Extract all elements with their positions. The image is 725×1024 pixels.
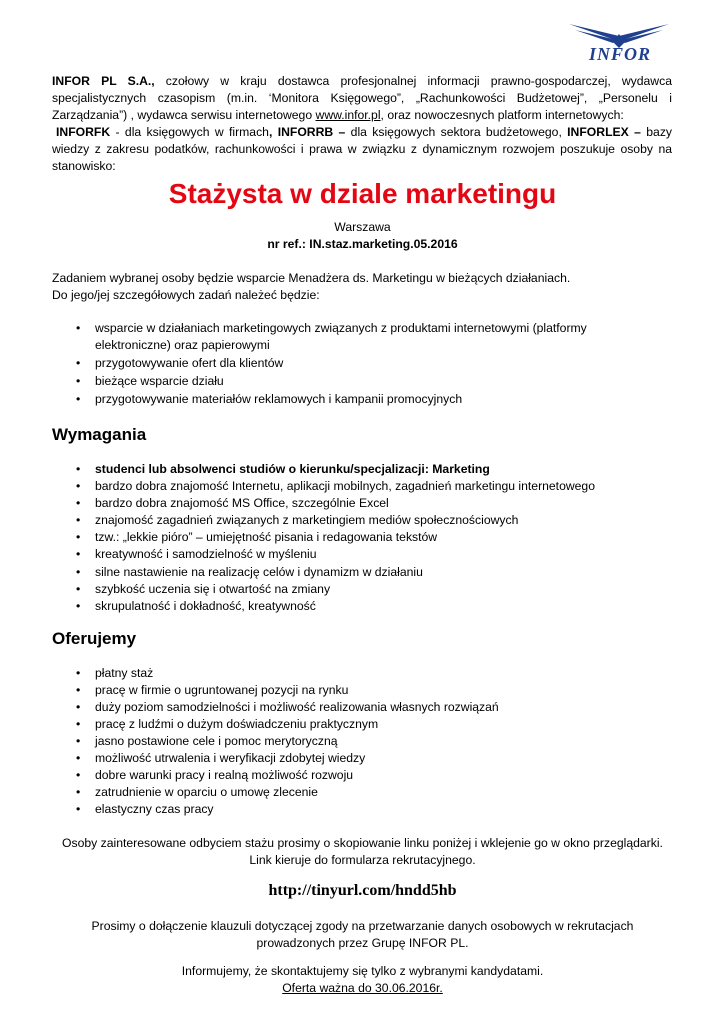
- list-item: • duży poziom samodzielności i możliwość realizowania własnych rozwiązań: [76, 700, 499, 714]
- bullet-icon: •: [76, 683, 81, 697]
- platform-inforlex: INFORLEX –: [567, 125, 641, 139]
- bullet-icon: •: [76, 392, 81, 406]
- tasks-list: [52, 320, 612, 409]
- bullet-icon: •: [76, 564, 81, 579]
- list-item: • jasno postawione cele i pomoc merytoryczną: [76, 734, 338, 748]
- application-link[interactable]: http://tinyurl.com/hndd5hb: [268, 882, 457, 899]
- intro-text: czołowy w kraju dostawca profesjonalnej informacji prawno-gospodarczej, wydawca specjalistycznych czasopism (m.in. ‘Monitora Księgowego”, „Rachunkowości Budżetowej”, „Personelu i Zarządzania”) , wydawca serwisu internetowego: [52, 74, 672, 122]
- list-item: • szybkość uczenia się i otwartość na zmiany: [76, 581, 331, 596]
- platform-inforlex-desc: bazy wiedzy z zakresu podatków, rachunkowości i prawa w związku z dynamicznym rozwojem poszukuje osoby na stanowisko:: [52, 125, 673, 173]
- infor-link[interactable]: www.infor.pl: [315, 108, 381, 122]
- description-line-1: Zadaniem wybranej osoby będzie wsparcie Menadżera ds. Marketingu w bieżących działaniach.: [52, 271, 571, 285]
- list-item: • przygotowywanie ofert dla klientów: [76, 356, 284, 370]
- platform-inforfk: INFORFK: [56, 125, 111, 139]
- bullet-icon: •: [76, 734, 81, 748]
- apply-line-1: Osoby zainteresowane odbyciem stażu prosimy o skopiowanie linku poniżej i wklejenie go w okno przeglądarki.: [62, 836, 663, 850]
- contact-line: Informujemy, że skontaktujemy się tylko z wybranymi kandydatami.: [181, 964, 544, 978]
- bullet-icon: •: [76, 717, 81, 731]
- logo-text: INFOR: [588, 44, 651, 64]
- apply-line-2: Link kieruje do formularza rekrutacyjnego.: [249, 853, 476, 867]
- list-item: • zatrudnienie w oparciu o umowę zlecenie: [76, 785, 318, 799]
- list-item: • tzw.: „lekkie pióro” – umiejętność pisania i redagowania tekstów: [76, 530, 438, 545]
- list-item: • kreatywność i samodzielność w myśleniu: [76, 547, 317, 562]
- description-line-2: Do jego/jej szczegółowych zadań należeć będzie:: [52, 288, 320, 302]
- bullet-icon: •: [76, 356, 81, 370]
- apply-instructions: [0, 835, 725, 869]
- list-item: • bardzo dobra znajomość Internetu, aplikacji mobilnych, zagadnień marketingu internetowego: [76, 479, 595, 494]
- bullet-icon: •: [76, 321, 81, 335]
- bullet-icon: •: [76, 547, 81, 562]
- bullet-icon: •: [76, 479, 81, 494]
- offer-list: [52, 665, 672, 818]
- requirements-heading: Wymagania: [52, 425, 147, 444]
- list-item: • elastyczny czas pracy: [76, 802, 214, 816]
- platform-inforfk-desc: - dla księgowych w firmach: [110, 125, 269, 139]
- list-item: • pracę w firmie o ugruntowanej pozycji na rynku: [76, 683, 349, 697]
- job-title: Stażysta w dziale marketingu: [168, 178, 557, 209]
- bullet-icon: •: [76, 496, 81, 511]
- list-item: • przygotowywanie materiałów reklamowych i kampanii promocyjnych: [76, 392, 463, 406]
- bullet-icon: •: [76, 462, 81, 476]
- bullet-icon: •: [76, 751, 81, 765]
- consent-note: [0, 918, 725, 952]
- platform-inforrb: , INFORRB –: [268, 125, 346, 139]
- list-item: • płatny staż: [76, 666, 154, 680]
- list-item: • pracę z ludźmi o dużym doświadczeniu praktycznym: [76, 717, 379, 731]
- list-item: • bieżące wsparcie działu: [76, 374, 224, 388]
- list-item: • wsparcie w działaniach marketingowych związanych z produktami internetowymi (platformy elektroniczne) oraz papierowymi: [76, 321, 587, 352]
- bullet-icon: •: [76, 785, 81, 799]
- list-item: • studenci lub absolwenci studiów o kierunku/specjalizacji: Marketing: [76, 462, 490, 476]
- list-item: • silne nastawienie na realizację celów i dynamizm w działaniu: [76, 564, 423, 579]
- requirements-list: [52, 461, 672, 615]
- job-reference: nr ref.: IN.staz.marketing.05.2016: [267, 237, 458, 251]
- bullet-icon: •: [76, 598, 81, 613]
- intro-text-2: , oraz nowoczesnych platform internetowych:: [380, 108, 624, 122]
- bullet-icon: •: [76, 802, 81, 816]
- bullet-icon: •: [76, 530, 81, 545]
- bullet-icon: •: [76, 581, 81, 596]
- job-description: [52, 270, 672, 304]
- platform-inforrb-desc: dla księgowych sektora budżetowego,: [345, 125, 568, 139]
- bullet-icon: •: [76, 513, 81, 528]
- bullet-icon: •: [76, 768, 81, 782]
- contact-note: [0, 963, 725, 997]
- list-item: • dobre warunki pracy i realną możliwość rozwoju: [76, 768, 354, 782]
- bullet-icon: •: [76, 666, 81, 680]
- company-intro: [52, 73, 672, 175]
- list-item: • bardzo dobra znajomość MS Office, szczególnie Excel: [76, 496, 389, 511]
- bullet-icon: •: [76, 374, 81, 388]
- consent-line-2: prowadzonych przez Grupę INFOR PL.: [256, 936, 469, 950]
- consent-line-1: Prosimy o dołączenie klauzuli dotyczącej zgody na przetwarzanie danych osobowych w rekrutacjach: [91, 919, 634, 933]
- list-item: • możliwość utrwalenia i weryfikacji zdobytej wiedzy: [76, 751, 366, 765]
- company-name: INFOR PL S.A.,: [52, 74, 155, 88]
- job-location: Warszawa: [334, 220, 391, 234]
- list-item: • znajomość zagadnień związanych z marketingiem mediów społecznościowych: [76, 513, 519, 528]
- offer-heading: Oferujemy: [52, 629, 137, 648]
- list-item: • skrupulatność i dokładność, kreatywność: [76, 598, 316, 613]
- offer-validity: Oferta ważna do 30.06.2016r.: [282, 981, 443, 995]
- bullet-icon: •: [76, 700, 81, 714]
